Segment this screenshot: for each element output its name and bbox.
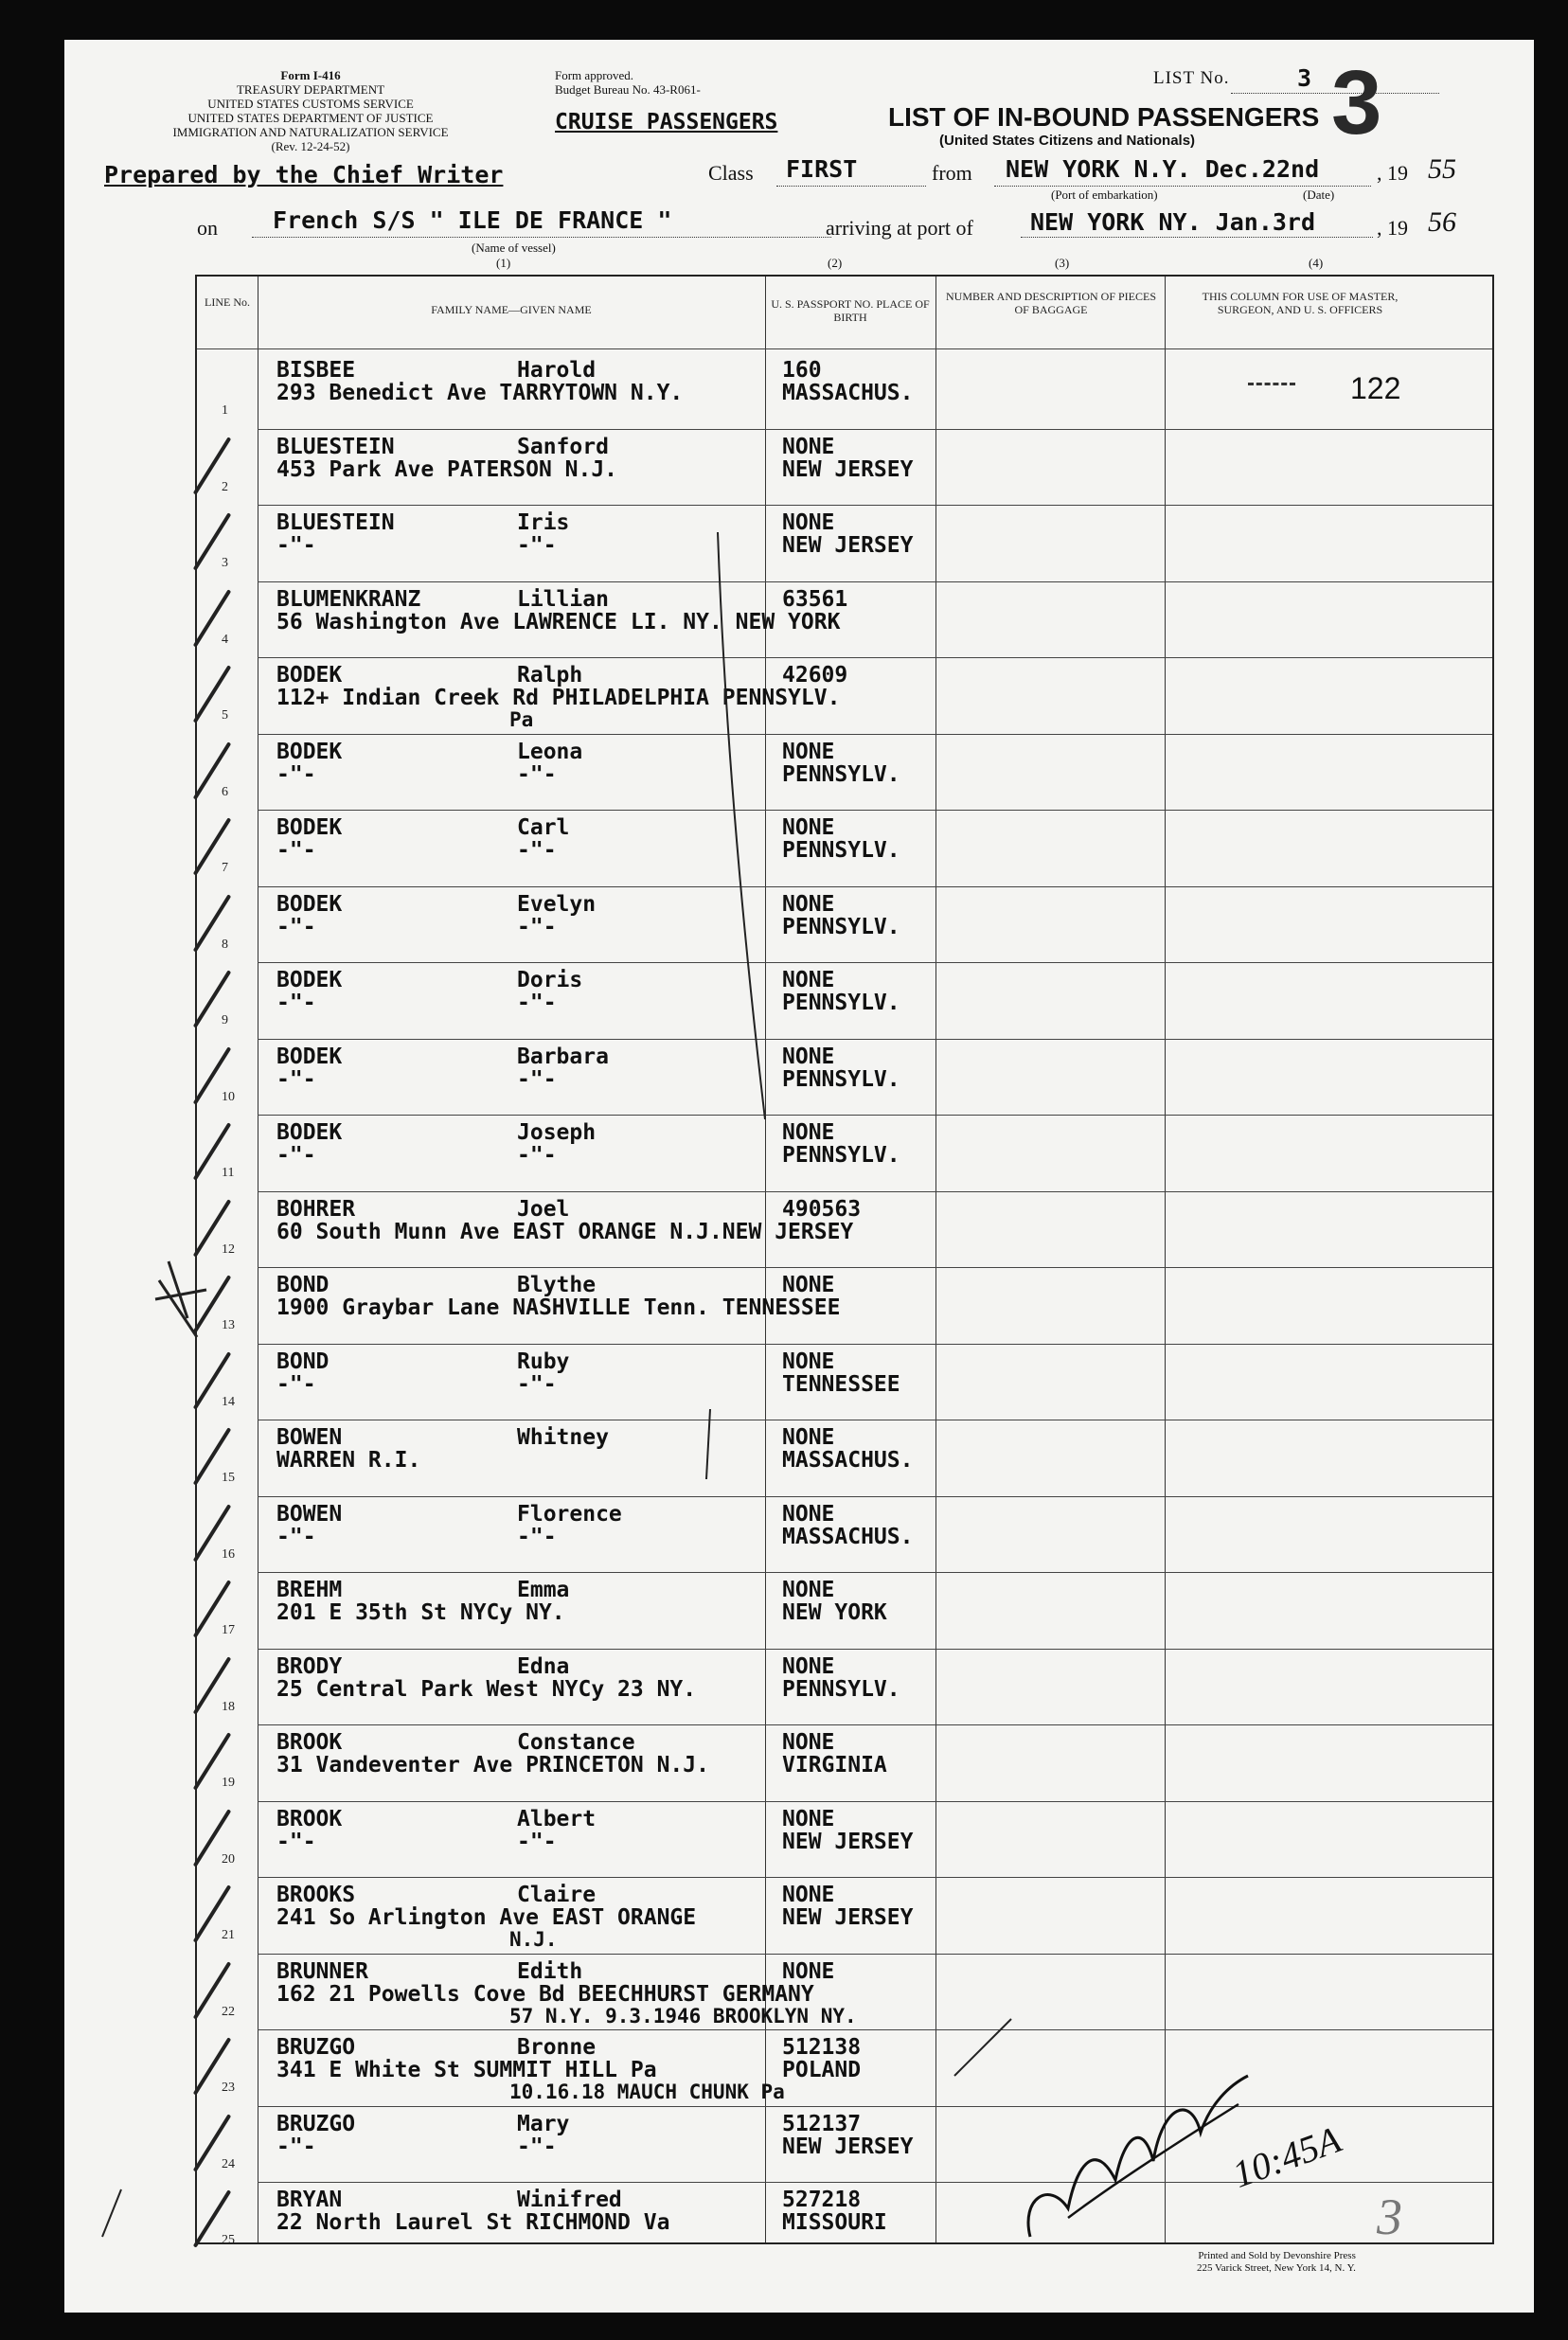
address: -"-	[276, 914, 316, 939]
port-embarkation-label: (Port of embarkation)	[1051, 188, 1158, 202]
page-mark-3: 3	[1377, 2188, 1402, 2245]
given-name: Winifred	[517, 2188, 622, 2212]
cruise-passengers-stamp: CRUISE PASSENGERS	[555, 110, 778, 134]
line-number: 17	[222, 1623, 235, 1637]
given-name: Emma	[517, 1578, 570, 1602]
line-number: 1	[222, 403, 228, 418]
from-value: NEW YORK N.Y. Dec.22nd	[1006, 155, 1320, 183]
passport-no: NONE	[782, 1120, 835, 1145]
address: -"-	[276, 761, 316, 787]
arriving-label: arriving at port of	[826, 216, 973, 240]
family-name: BODEK	[276, 1044, 343, 1069]
address: -"-	[276, 1829, 316, 1854]
given-name: Doris	[517, 968, 583, 992]
passport-no: NONE	[782, 1806, 835, 1831]
given-name: Sanford	[517, 434, 609, 459]
on-label: on	[197, 216, 218, 240]
line-number: 11	[222, 1166, 235, 1180]
address: 25 Central Park West NYCy 23 NY.	[276, 1676, 697, 1702]
printer-line-1: Printed and Sold by Devonshire Press	[1198, 2250, 1356, 2261]
address: -"-	[276, 838, 316, 863]
passport-no: NONE	[782, 1044, 835, 1069]
address: 341 E White St SUMMIT HILL Pa	[276, 2058, 657, 2082]
family-name: BRUNNER	[276, 1958, 368, 1984]
arriving-value: NEW YORK NY. Jan.3rd	[1030, 208, 1316, 236]
passport-no: NONE	[782, 1349, 835, 1374]
family-name: BRUZGO	[276, 2111, 356, 2136]
vessel-col-num: (1)	[496, 256, 511, 270]
address: 112+ Indian Creek Rd PHILADELPHIA PENNSYLV.	[276, 686, 841, 710]
line-number: 25	[222, 2233, 235, 2247]
given-name: Albert	[517, 1806, 597, 1831]
arriving-year: 56	[1428, 206, 1456, 238]
given-name: Iris	[517, 510, 570, 535]
given-name: Ruby	[517, 1349, 570, 1374]
passport-no: NONE	[782, 891, 835, 917]
col-header-line-no: LINE No.	[205, 295, 250, 309]
given-name: Edith	[517, 1958, 583, 1984]
family-name: BRYAN	[276, 2188, 343, 2212]
given-name: Constance	[517, 1730, 635, 1755]
line-number: 22	[222, 2004, 235, 2019]
given-name: Claire	[517, 1883, 597, 1907]
address: -"-	[276, 1371, 316, 1397]
passport-no: 160	[782, 358, 822, 383]
line-number: 12	[222, 1241, 235, 1257]
given-name: Joel	[517, 1196, 570, 1222]
given-name: Carl	[517, 815, 570, 840]
list-subtitle: (United States Citizens and Nationals)	[939, 133, 1196, 149]
arriving-year-prefix: , 19	[1377, 216, 1408, 240]
col-header-baggage: NUMBER AND DESCRIPTION OF PIECES OF BAGGAGE	[945, 290, 1157, 316]
family-name: BOWEN	[276, 1501, 343, 1527]
address: 293 Benedict Ave TARRYTOWN N.Y.	[276, 381, 684, 405]
line-number: 19	[222, 1776, 235, 1790]
list-no-value: 3	[1297, 64, 1312, 92]
printer-imprint	[1197, 2250, 1356, 2275]
prepared-by: Prepared by the Chief Writer	[104, 161, 504, 188]
list-no-label: LIST No.	[1153, 68, 1230, 88]
place-of-birth: MISSOURI	[782, 2210, 887, 2235]
col2-num: (2)	[828, 256, 843, 270]
col-header-officers: THIS COLUMN FOR USE OF MASTER, SURGEON, AND U. S. OFFICERS	[1202, 290, 1399, 316]
officer-signature	[1011, 2047, 1257, 2256]
passport-no: NONE	[782, 1501, 835, 1527]
passport-no: NONE	[782, 1653, 835, 1679]
address: 31 Vandeventer Ave PRINCETON N.J.	[276, 1753, 709, 1777]
address-ditto: -"-	[517, 838, 557, 863]
family-name: BODEK	[276, 815, 343, 840]
address: 22 North Laurel St RICHMOND Va	[276, 2210, 670, 2235]
passport-no: NONE	[782, 1958, 835, 1984]
line-number: 23	[222, 2081, 235, 2095]
place-of-birth: NEW JERSEY	[782, 1905, 914, 1930]
line-number: 4	[222, 632, 228, 647]
place-of-birth: PENNSYLV.	[782, 1143, 900, 1168]
list-title: LIST OF IN-BOUND PASSENGERS	[888, 102, 1320, 132]
address-ditto: -"-	[517, 1371, 557, 1397]
passport-no: NONE	[782, 1730, 835, 1755]
col-header-passport: U. S. PASSPORT NO. PLACE OF BIRTH	[771, 297, 930, 324]
given-name: Blythe	[517, 1273, 597, 1297]
passport-no: 42609	[782, 663, 848, 688]
passport-no: NONE	[782, 968, 835, 992]
given-name: Florence	[517, 1501, 622, 1527]
place-of-birth: PENNSYLV.	[782, 838, 900, 863]
address: -"-	[276, 2134, 316, 2159]
place-of-birth: TENNESSEE	[782, 1371, 900, 1397]
line-number: 7	[222, 861, 228, 875]
address: -"-	[276, 533, 316, 558]
family-name: BOWEN	[276, 1425, 343, 1450]
line-number: 6	[222, 784, 228, 799]
passport-no: 490563	[782, 1196, 862, 1222]
passport-no: NONE	[782, 815, 835, 840]
place-of-birth: PENNSYLV.	[782, 1066, 900, 1092]
address: 201 E 35th St NYCy NY.	[276, 1600, 565, 1625]
given-name: Bronne	[517, 2035, 597, 2060]
given-name: Barbara	[517, 1044, 609, 1069]
address: 56 Washington Ave LAWRENCE LI. NY. NEW YORK	[276, 609, 841, 634]
given-name: Edna	[517, 1653, 570, 1679]
date-label: (Date)	[1303, 188, 1335, 202]
extra-note: 10.16.18 MAUCH CHUNK Pa	[509, 2081, 785, 2103]
family-name: BODEK	[276, 663, 343, 688]
place-of-birth: NEW JERSEY	[782, 1829, 914, 1854]
signature-time: 10:45A	[1226, 2117, 1346, 2196]
form-approved: Form approved.	[555, 68, 634, 82]
family-name: BODEK	[276, 1120, 343, 1145]
address-ditto: -"-	[517, 533, 557, 558]
family-name: BLUESTEIN	[276, 510, 395, 535]
address-ditto: -"-	[517, 1524, 557, 1549]
line-number: 10	[222, 1089, 235, 1104]
family-name: BOND	[276, 1349, 330, 1374]
family-name: BISBEE	[276, 358, 356, 383]
place-of-birth: PENNSYLV.	[782, 761, 900, 787]
family-name: BROOK	[276, 1806, 343, 1831]
line-number: 9	[222, 1013, 228, 1027]
address-ditto: -"-	[517, 1143, 557, 1168]
from-year-prefix: , 19	[1377, 161, 1408, 185]
address-ditto: -"-	[517, 991, 557, 1015]
place-of-birth: NEW JERSEY	[782, 456, 914, 482]
from-year: 55	[1428, 153, 1456, 185]
address: 241 So Arlington Ave EAST ORANGE	[276, 1905, 697, 1930]
from-label: from	[932, 161, 972, 185]
place-of-birth: PENNSYLV.	[782, 1676, 900, 1702]
place-of-birth: MASSACHUS.	[782, 381, 914, 405]
justice-dept: UNITED STATES DEPARTMENT OF JUSTICE	[187, 111, 434, 125]
pen-marks	[64, 40, 1534, 2313]
family-name: BODEK	[276, 968, 343, 992]
passport-no: NONE	[782, 1425, 835, 1450]
given-name: Leona	[517, 739, 583, 764]
col-header-name: FAMILY NAME—GIVEN NAME	[431, 303, 592, 316]
place-of-birth: MASSACHUS.	[782, 1524, 914, 1549]
passport-no: NONE	[782, 1273, 835, 1297]
passport-no: 512138	[782, 2035, 862, 2060]
passport-no: NONE	[782, 510, 835, 535]
extra-note: N.J.	[509, 1928, 558, 1951]
address: 453 Park Ave PATERSON N.J.	[276, 456, 618, 482]
line-number: 5	[222, 708, 228, 723]
printer-line-2: 225 Varick Street, New York 14, N. Y.	[1197, 2262, 1356, 2274]
given-name: Evelyn	[517, 891, 597, 917]
line-number: 20	[222, 1851, 235, 1867]
place-of-birth: NEW JERSEY	[782, 533, 914, 558]
address: -"-	[276, 1524, 316, 1549]
line-number: 15	[222, 1471, 235, 1485]
address: 162 21 Powells Cove Bd BEECHHURST GERMANY	[276, 1981, 814, 2007]
passport-no: 512137	[782, 2111, 862, 2136]
given-name: Lillian	[517, 586, 609, 612]
form-number: Form I-416	[280, 68, 341, 82]
address-ditto: -"-	[517, 2134, 557, 2159]
line-number: 2	[222, 479, 228, 494]
place-of-birth: MASSACHUS.	[782, 1448, 914, 1473]
family-name: BRUZGO	[276, 2035, 356, 2060]
line-number: 18	[222, 1699, 235, 1714]
extra-note: 57 N.Y. 9.3.1946 BROOKLYN NY.	[509, 2004, 857, 2027]
place-of-birth: NEW JERSEY	[782, 2134, 914, 2159]
place-of-birth: VIRGINIA	[782, 1753, 887, 1777]
line-number: 14	[222, 1394, 235, 1409]
line-number: 13	[222, 1318, 235, 1332]
address: 1900 Graybar Lane NASHVILLE Tenn. TENNESSEE	[276, 1295, 841, 1320]
given-name: Joseph	[517, 1120, 597, 1145]
budget-bureau-no: Budget Bureau No. 43-R061-	[555, 82, 701, 97]
line-number: 16	[222, 1546, 235, 1562]
given-name: Whitney	[517, 1425, 609, 1450]
family-name: BRODY	[276, 1653, 343, 1679]
line-number: 3	[222, 556, 228, 570]
line-number: 8	[222, 937, 228, 952]
immigration-service: IMMIGRATION AND NATURALIZATION SERVICE	[172, 125, 449, 139]
class-value: FIRST	[786, 155, 858, 183]
passport-no: NONE	[782, 1883, 835, 1907]
col3-num: (3)	[1055, 256, 1070, 270]
address-ditto: -"-	[517, 914, 557, 939]
manifest-page	[64, 40, 1534, 2313]
place-of-birth: POLAND	[782, 2058, 862, 2082]
line-number: 24	[222, 2156, 235, 2171]
address-ditto: -"-	[517, 761, 557, 787]
family-name: BODEK	[276, 739, 343, 764]
place-of-birth: PENNSYLV.	[782, 991, 900, 1015]
line-number: 21	[222, 1928, 235, 1942]
passport-no: NONE	[782, 739, 835, 764]
family-name: BLUESTEIN	[276, 434, 395, 459]
address: -"-	[276, 1143, 316, 1168]
passport-no: NONE	[782, 434, 835, 459]
passport-no: NONE	[782, 1578, 835, 1602]
row1-officer-code: 122	[1350, 371, 1401, 405]
place-of-birth: NEW YORK	[782, 1600, 887, 1625]
list-no-large-stamp: 3	[1331, 52, 1382, 153]
family-name: BLUMENKRANZ	[276, 586, 421, 612]
class-label: Class	[708, 161, 754, 185]
address: WARREN R.I.	[276, 1448, 421, 1473]
place-of-birth: PENNSYLV.	[782, 914, 900, 939]
address-ditto: -"-	[517, 1829, 557, 1854]
revision-date: (Rev. 12-24-52)	[271, 139, 350, 153]
family-name: BROOKS	[276, 1883, 356, 1907]
extra-note: Pa	[509, 708, 534, 731]
family-name: BODEK	[276, 891, 343, 917]
address: -"-	[276, 991, 316, 1015]
family-name: BOND	[276, 1273, 330, 1297]
address: -"-	[276, 1066, 316, 1092]
col4-num: (4)	[1309, 256, 1324, 270]
treasury-dept: TREASURY DEPARTMENT	[236, 82, 385, 97]
vessel-name: French S/S " ILE DE FRANCE "	[273, 206, 672, 234]
customs-service: UNITED STATES CUSTOMS SERVICE	[207, 97, 414, 111]
passport-no: 63561	[782, 586, 848, 612]
address-ditto: -"-	[517, 1066, 557, 1092]
family-name: BREHM	[276, 1578, 343, 1602]
passport-no: 527218	[782, 2188, 862, 2212]
family-name: BOHRER	[276, 1196, 356, 1222]
given-name: Ralph	[517, 663, 583, 688]
given-name: Harold	[517, 358, 597, 383]
family-name: BROOK	[276, 1730, 343, 1755]
given-name: Mary	[517, 2111, 570, 2136]
address: 60 South Munn Ave EAST ORANGE N.J.NEW JERSEY	[276, 1219, 854, 1244]
vessel-label: (Name of vessel)	[472, 241, 556, 255]
